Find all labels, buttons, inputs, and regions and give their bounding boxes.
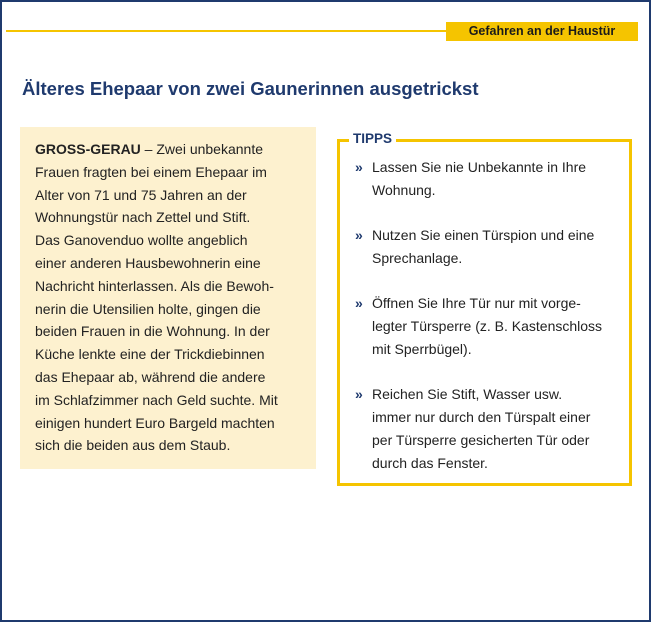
tip-item	[355, 383, 625, 475]
tip-line: Sprechanlage.	[372, 250, 463, 266]
tip-line: per Türsperre gesicherten Tür oder	[372, 432, 590, 448]
tip-line: Öffnen Sie Ihre Tür nur mit vorge-	[372, 295, 581, 311]
article-headline: Älteres Ehepaar von zwei Gaunerinnen ausgetrickst	[22, 78, 479, 99]
article-line: Zwei unbekannte	[156, 141, 264, 157]
article-line: einigen hundert Euro Bargeld machten	[35, 414, 275, 431]
article-dateline: GROSS-GERAU	[35, 141, 141, 157]
article-line: nerin die Utensilien holte, gingen die	[35, 300, 261, 317]
tip-line: immer nur durch den Türspalt einer	[372, 409, 591, 425]
tip-item	[355, 224, 625, 270]
tip-line: legter Türsperre (z. B. Kastenschloss	[372, 318, 603, 334]
article-box	[20, 127, 316, 469]
article-line: Das Ganovenduo wollte angeblich	[35, 232, 248, 249]
article-line: Nachricht hinterlassen. Als die Bewoh-	[35, 277, 274, 294]
article-line: Frauen fragten bei einem Ehepaar im	[35, 163, 267, 180]
bullet-icon: »	[355, 295, 363, 311]
article-line: Wohnungstür nach Zettel und Stift.	[35, 209, 251, 226]
bullet-icon: »	[355, 386, 363, 402]
bullet-icon: »	[355, 159, 363, 175]
article-line: beiden Frauen in die Wohnung. In der	[35, 323, 270, 340]
article-line: im Schlafzimmer nach Geld suchte. Mit	[35, 391, 278, 408]
section-label: Gefahren an der Haustür	[446, 22, 638, 41]
article-line: das Ehepaar ab, während die andere	[35, 368, 266, 385]
dateline-separator: –	[140, 141, 157, 157]
bullet-icon: »	[355, 227, 363, 243]
article-line: einer anderen Hausbewohnerin eine	[35, 254, 261, 271]
tip-line: Reichen Sie Stift, Wasser usw.	[372, 386, 563, 402]
tip-line: Wohnung.	[372, 182, 436, 198]
article-body	[35, 138, 306, 457]
tip-item	[355, 292, 625, 361]
tip-line: mit Sperrbügel).	[372, 341, 472, 357]
tip-line: Lassen Sie nie Unbekannte in Ihre	[372, 159, 587, 175]
header-rule	[6, 30, 446, 32]
article-line: sich die beiden aus dem Staub.	[35, 437, 231, 454]
tips-list	[355, 156, 625, 497]
tip-line: Nutzen Sie einen Türspion und eine	[372, 227, 595, 243]
tips-title: TIPPS	[349, 129, 396, 149]
tip-item	[355, 156, 625, 202]
tip-line: durch das Fenster.	[372, 455, 488, 471]
article-line: Küche lenkte eine der Trickdiebinnen	[35, 346, 265, 363]
article-line: Alter von 71 und 75 Jahren an der	[35, 186, 247, 203]
tips-box	[337, 131, 632, 486]
